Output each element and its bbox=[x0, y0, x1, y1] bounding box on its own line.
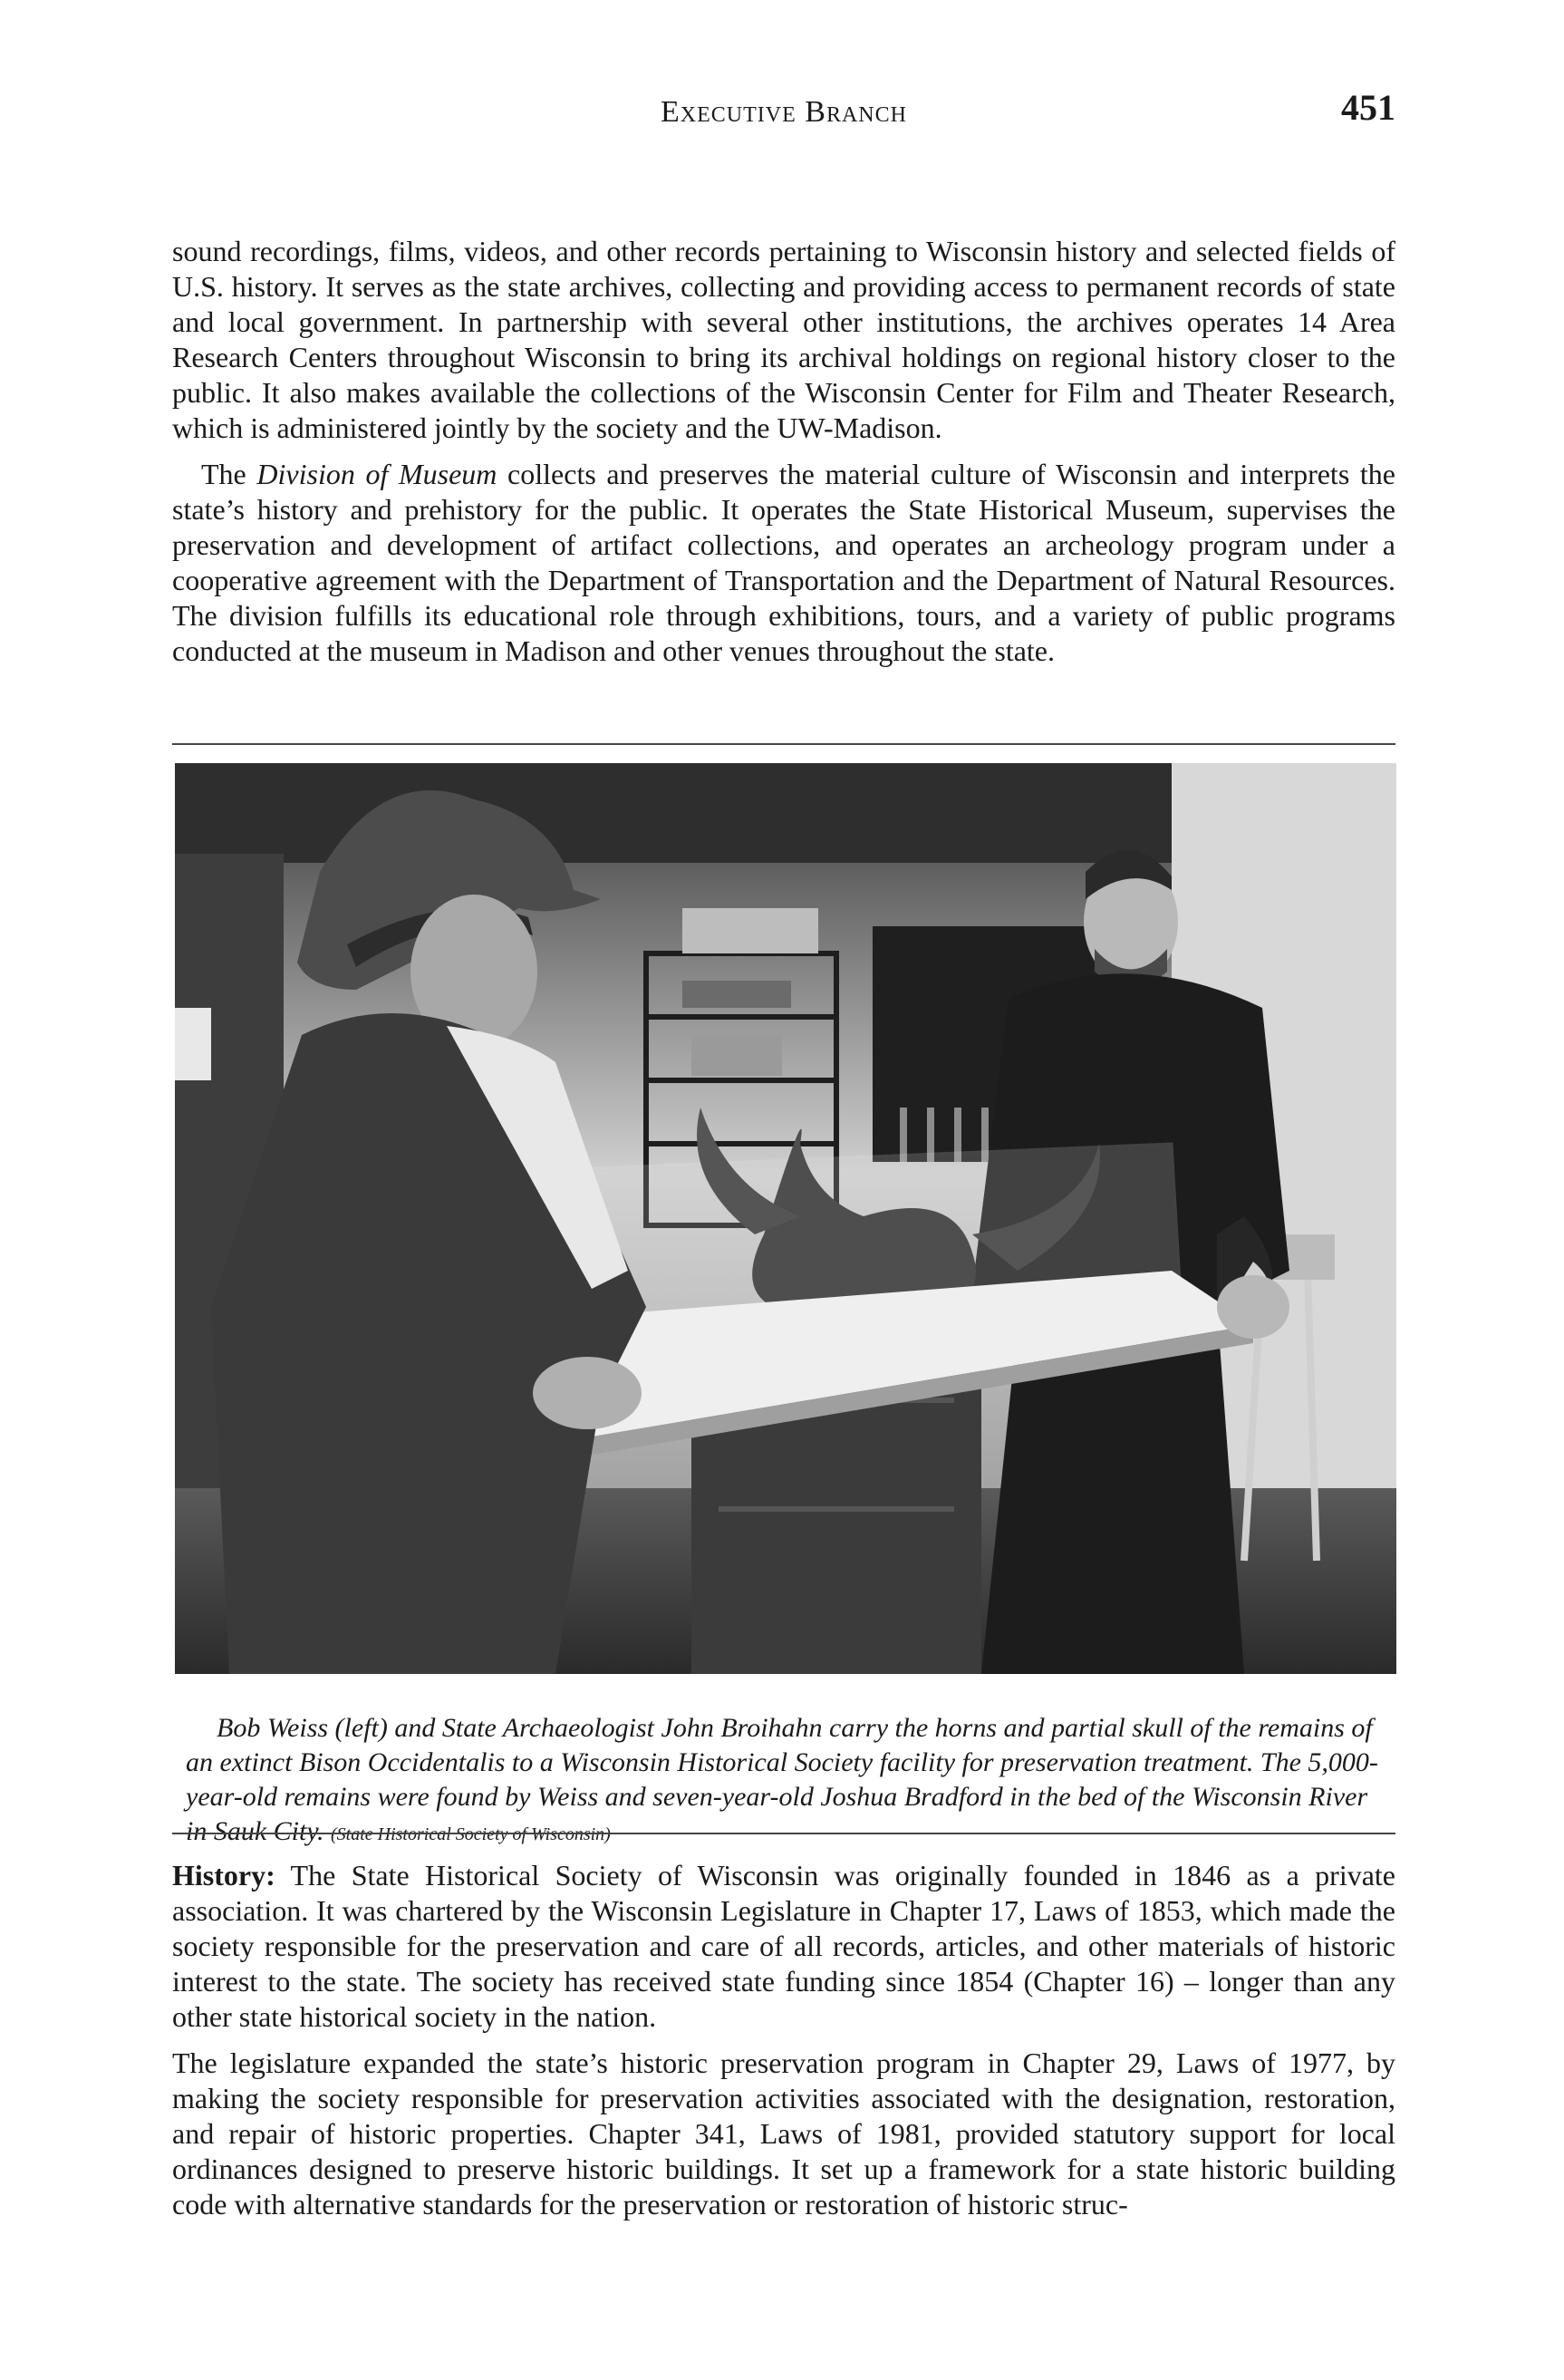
paragraph-history bbox=[172, 1858, 1395, 2035]
division-of-museum-term: Division of Museum bbox=[256, 458, 497, 490]
photo-credit: (State Historical Society of Wisconsin) bbox=[331, 1824, 611, 1844]
paragraph-archives: sound recordings, films, videos, and other records pertaining to Wisconsin history and selected fields of U.S. history. It serves as the state archives, collecting and providing access to permanent records of state and local government. In partnership with several other institutions, the archives operates 14 Area Research Centers throughout Wisconsin to bring its archival holdings on regional history closer to the public. It also makes available the collections of the Wisconsin Center for Film and Theater Research, which is administered jointly by the society and the UW-Madison. bbox=[172, 235, 1395, 444]
photo-caption bbox=[186, 1711, 1391, 1852]
page-number: 451 bbox=[1341, 87, 1395, 128]
caption-text: Bob Weiss (left) and State Archaeologist John Broihahn carry the horns and partial skull of the remains of an extinct Bison Occidentalis to a Wisconsin Historical Society facility for preservation treatment. The 5,000-year-old remains were found by Weiss and seven-year-old Joshua Bradford in the bed of the Wisconsin River in Sauk City. bbox=[186, 1713, 1378, 1846]
running-header bbox=[172, 86, 1395, 140]
paragraph-preservation-program: The legislature expanded the state’s historic preservation program in Chapter 29, Laws of 1977, by making the society responsible for preservation activities associated with the designation, restoration, and repair of historic properties. Chapter 341, Laws of 1981, provided statutory support for local ordinances designed to preserve historic buildings. It set up a framework for a state historic building code with alternative standards for the preservation or restoration of historic struc- bbox=[172, 2046, 1395, 2220]
para2-rest: collects and preserves the material culture of Wisconsin and interprets the state’s history and prehistory for the public. It operates the State Historical Museum, supervises the preservation and development of artifact collections, and operates an archeology program under a cooperative agreement with the Department of Transportation and the Department of Natural Resources. The division fulfills its educational role through exhibitions, tours, and a variety of public programs conducted at the museum in Madison and other venues throughout the state. bbox=[172, 458, 1396, 667]
running-title: Executive Branch bbox=[661, 95, 907, 129]
rule-above-photo bbox=[172, 743, 1395, 745]
rule-below-caption bbox=[172, 1833, 1395, 1834]
para2-lead: The bbox=[201, 458, 257, 490]
bison-skull-photo bbox=[175, 763, 1396, 1674]
top-text-block bbox=[172, 234, 1395, 669]
history-heading: History: bbox=[172, 1859, 275, 1891]
history-text: The State Historical Society of Wisconsin was originally founded in 1846 as a private association. It was chartered by the Wisconsin Legislature in Chapter 17, Laws of 1853, which made the society responsible for the preservation and care of all records, articles, and other materials of historic interest to the state. The society has received state funding since 1854 (Chapter 16) – longer than any other state historical society in the nation. bbox=[172, 1859, 1395, 2033]
bottom-text-block bbox=[172, 1858, 1395, 2222]
paragraph-division-of-museum bbox=[172, 457, 1395, 669]
photo-illustration bbox=[175, 763, 1396, 1674]
